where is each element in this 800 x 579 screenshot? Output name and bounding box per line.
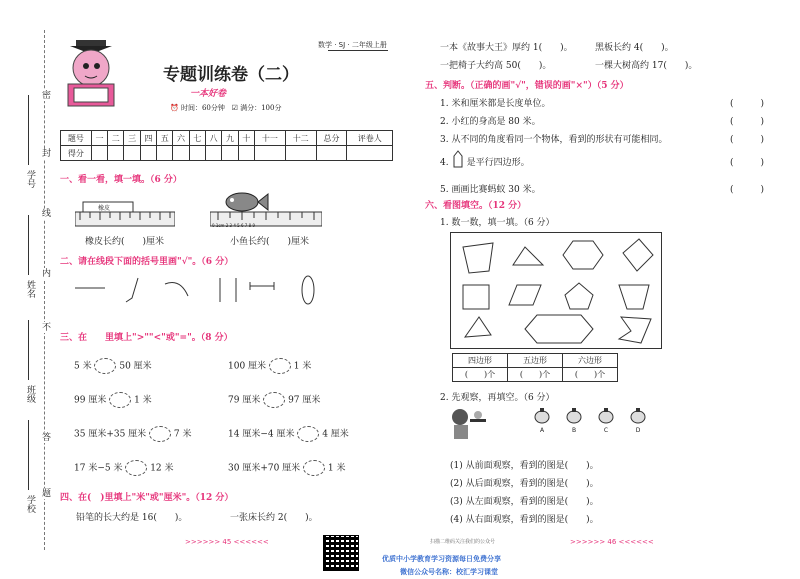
judge-item: 5. 画画比赛蚂蚁 30 米。 xyxy=(440,185,541,195)
teapot-label: C xyxy=(603,427,609,434)
seal-char: 封 xyxy=(40,148,50,159)
seal-char: 内 xyxy=(40,268,50,279)
compare-item: 30 厘米+70 厘米 1 米 xyxy=(228,460,346,476)
judge-paren[interactable]: ( ) xyxy=(730,99,765,109)
view-question: (1) 从前面观察，看到的图是( )。 xyxy=(450,461,599,471)
score-cell[interactable] xyxy=(173,146,189,161)
judge-item: 3. 从不同的角度看同一个物体，看到的形状有可能相同。 xyxy=(440,135,668,145)
score-cell[interactable] xyxy=(124,146,140,161)
s6-q1: 1. 数一数，填一填。（6 分） xyxy=(440,218,555,228)
score-header-cell: 十二 xyxy=(285,131,316,146)
judge-paren[interactable]: ( ) xyxy=(730,185,765,195)
score-cell[interactable] xyxy=(285,146,316,161)
teapot-view xyxy=(564,406,584,434)
class-label: 班级 xyxy=(25,385,35,403)
compare-item: 17 米−5 米 12 米 xyxy=(74,460,174,476)
teapot-icon xyxy=(532,406,552,424)
teapot-label: D xyxy=(635,427,641,434)
section-5-title: 五、判断。（正确的画"√"，错误的画"×"）（5 分） xyxy=(425,81,629,91)
teapot-icon xyxy=(564,406,584,424)
score-header-cell: 五 xyxy=(157,131,173,146)
judge-item: 4. 是平行四边形。 xyxy=(440,158,530,168)
score-cell[interactable] xyxy=(157,146,173,161)
teapot-view xyxy=(628,406,648,434)
teapot-label: A xyxy=(539,427,545,434)
check-icon: ☑ xyxy=(231,104,238,112)
shapes-count-table: 四边形 五边形 六边形 ( )个 ( )个 ( )个 xyxy=(452,353,618,382)
score-cell[interactable] xyxy=(222,146,238,161)
compare-item: 35 厘米+35 厘米 7 米 xyxy=(74,426,192,442)
ruler-ticks: 0 1cm 2 3 4 5 6 7 8 9 xyxy=(212,223,255,228)
view-question: (2) 从后面观察，看到的图是( )。 xyxy=(450,479,599,489)
score-table xyxy=(60,130,393,161)
score-cell[interactable] xyxy=(91,146,107,161)
seal-char: 不 xyxy=(40,322,50,333)
judge-paren[interactable]: ( ) xyxy=(730,117,765,127)
fish-question: 小鱼长约( )厘米 xyxy=(230,237,310,247)
score-header-cell: 二 xyxy=(108,131,124,146)
score-cell[interactable] xyxy=(238,146,254,161)
page-number-left: >>>>>> 45 <<<<<< xyxy=(185,538,269,546)
compare-item: 79 厘米 97 厘米 xyxy=(228,392,320,408)
teapot-view xyxy=(532,406,552,434)
answer-flower-box[interactable] xyxy=(269,358,291,374)
section-2-title: 二、请在线段下面的括号里画"√"。（6 分） xyxy=(60,257,234,267)
s4-q6: 一棵大树高约 17( )。 xyxy=(595,61,698,71)
footer-line-2: 微信公众号名称：校汇学习课堂 xyxy=(400,568,498,576)
seal-char: 线 xyxy=(40,208,50,219)
score-header-cell: 评卷人 xyxy=(347,131,393,146)
compare-item: 5 米 50 厘米 xyxy=(74,358,152,374)
child-observing-icon xyxy=(448,405,488,449)
footer-line-1: 优质中小学教育学习资源每日免费分享 xyxy=(382,555,501,563)
section-1-title: 一、看一看，填一填。（6 分） xyxy=(60,175,182,185)
qr-code xyxy=(323,535,359,571)
teapot-icon xyxy=(628,406,648,424)
shapes-figure xyxy=(450,232,662,349)
judge-item: 1. 米和厘米都是长度单位。 xyxy=(440,99,551,109)
judge-item: 2. 小红的身高是 80 米。 xyxy=(440,117,541,127)
s4-q1: 铅笔的长大约是 16( )。 xyxy=(76,513,188,523)
cartoon-mascot-icon xyxy=(62,38,122,108)
view-question: (3) 从左面观察，看到的图是( )。 xyxy=(450,497,599,507)
score-header-cell: 三 xyxy=(124,131,140,146)
footer-scan-text: 扫描二维码关注我们的公众号 xyxy=(430,539,496,545)
teapot-view xyxy=(596,406,616,434)
s4-q5: 一把椅子大约高 50( )。 xyxy=(440,61,552,71)
school-label: 学校 xyxy=(25,495,35,513)
time-limit: 时间：60分钟 xyxy=(180,104,225,112)
section-6-title: 六、看图填空。（12 分） xyxy=(425,201,527,211)
line-segments-figure xyxy=(70,272,340,308)
name-label: 姓名 xyxy=(25,280,35,298)
page-title: 专题训练卷（二） xyxy=(163,65,299,85)
seal-char: 答 xyxy=(40,432,50,443)
score-header-cell: 十一 xyxy=(254,131,285,146)
answer-flower-box[interactable] xyxy=(125,460,147,476)
answer-flower-box[interactable] xyxy=(263,392,285,408)
score-cell[interactable] xyxy=(189,146,205,161)
view-question: (4) 从右面观察，看到的图是( )。 xyxy=(450,515,599,525)
compare-item: 100 厘米 1 米 xyxy=(228,358,311,374)
s4-q4: 黑板长约 4( )。 xyxy=(595,43,674,53)
compare-item: 14 厘米−4 厘米 4 厘米 xyxy=(228,426,349,442)
score-header-cell: 十 xyxy=(238,131,254,146)
s4-q3: 一本《故事大王》厚约 1( )。 xyxy=(440,43,573,53)
score-header-cell: 七 xyxy=(189,131,205,146)
score-header-cell: 总分 xyxy=(316,131,347,146)
brand-tag: 一本好卷 xyxy=(190,89,227,99)
student-id-label: 学号 xyxy=(25,170,35,188)
compare-item: 99 厘米 1 米 xyxy=(74,392,152,408)
s4-q2: 一张床长约 2( )。 xyxy=(230,513,318,523)
eraser-label: 橡皮 xyxy=(98,205,111,212)
score-cell[interactable] xyxy=(254,146,285,161)
pentagon-icon xyxy=(452,150,464,168)
teapot-icon xyxy=(596,406,616,424)
answer-flower-box[interactable] xyxy=(109,392,131,408)
subject-info: 数学 · SJ · 二年级上册 xyxy=(318,41,387,49)
clock-icon: ⏰ xyxy=(170,104,179,112)
score-cell[interactable] xyxy=(347,146,393,161)
score-header-cell: 九 xyxy=(222,131,238,146)
section-3-title: 三、在 里填上">""<"或"="。（8 分） xyxy=(60,333,233,343)
page-number-right: >>>>>> 46 <<<<<< xyxy=(570,538,654,546)
answer-flower-box[interactable] xyxy=(297,426,319,442)
score-header-cell: 题号 xyxy=(61,131,92,146)
score-cell[interactable] xyxy=(316,146,347,161)
full-score: 满分：100分 xyxy=(240,104,282,112)
binding-line xyxy=(44,30,45,550)
teapot-label: B xyxy=(571,427,577,434)
seal-char: 题 xyxy=(40,488,50,499)
ruler-eraser xyxy=(75,200,175,230)
score-header-cell: 一 xyxy=(91,131,107,146)
score-cell: 得分 xyxy=(61,146,92,161)
eraser-question: 橡皮长约( )厘米 xyxy=(85,237,165,247)
s6-q2: 2. 先观察，再填空。（6 分） xyxy=(440,393,555,403)
section-4-title: 四、在( )里填上"米"或"厘米"。（12 分） xyxy=(60,493,234,503)
score-header-cell: 八 xyxy=(206,131,222,146)
seal-char: 密 xyxy=(40,90,50,101)
answer-flower-box[interactable] xyxy=(149,426,171,442)
answer-flower-box[interactable] xyxy=(94,358,116,374)
score-cell[interactable] xyxy=(140,146,156,161)
judge-paren[interactable]: ( ) xyxy=(730,135,765,145)
score-header-cell: 四 xyxy=(140,131,156,146)
judge-paren[interactable]: ( ) xyxy=(730,158,765,168)
answer-flower-box[interactable] xyxy=(303,460,325,476)
score-cell[interactable] xyxy=(108,146,124,161)
score-header-cell: 六 xyxy=(173,131,189,146)
score-cell[interactable] xyxy=(206,146,222,161)
